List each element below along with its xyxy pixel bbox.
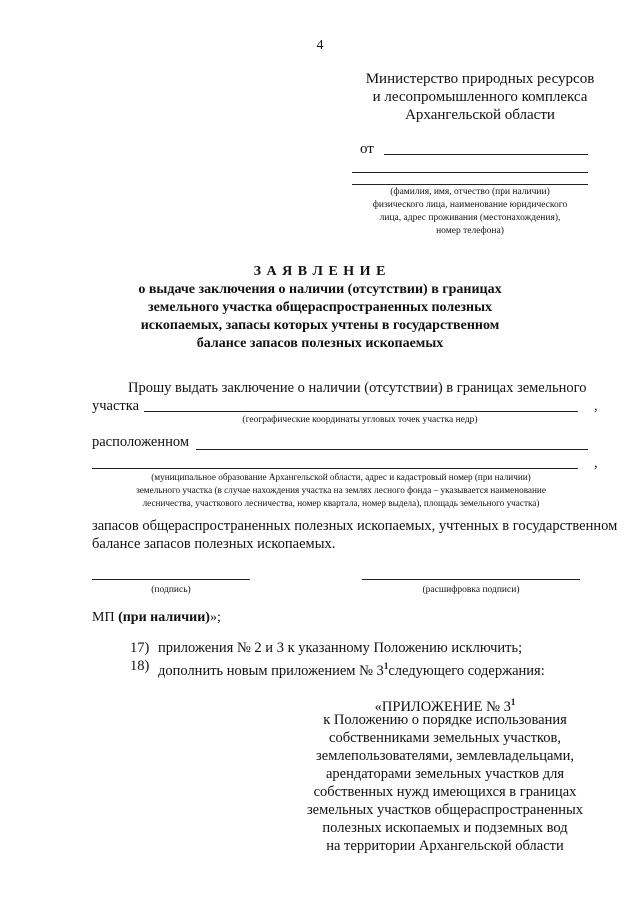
appendix-line-1: к Положению о порядке использования	[323, 712, 567, 728]
plot-comma: ,	[594, 398, 598, 414]
appendix-title-text: «ПРИЛОЖЕНИЕ № 3	[374, 698, 511, 715]
appendix-line-8: на территории Архангельской области	[326, 838, 564, 854]
stamp-prefix: МП	[92, 610, 119, 625]
appendix-line-4: арендаторами земельных участков для	[325, 766, 565, 782]
applicant-note-2: физического лица, наименование юридического	[372, 200, 568, 210]
appendix-line-7: полезных ископаемых и подземных вод	[322, 820, 568, 836]
stamp-suffix: »;	[209, 610, 221, 625]
location-field-1[interactable]	[196, 449, 588, 450]
stamp-condition: (при наличии)	[118, 610, 210, 625]
appendix-line-2: собственниками земельных участков,	[329, 730, 561, 746]
addressee-line-1: Министерство природных ресурсов	[365, 71, 595, 87]
addressee-line-3: Архангельской области	[405, 107, 555, 123]
appendix-line-6: земельных участков общераспространенных	[306, 802, 584, 818]
page-number: 4	[316, 38, 324, 53]
location-note-2: земельного участка (в случае нахождения участка на землях лесного фонда – указывается наименование	[136, 485, 546, 495]
item-17-text: приложения № 2 и 3 к указанному Положению исключить;	[158, 640, 523, 656]
applicant-note-3: лица, адрес проживания (местонахождения),	[379, 213, 561, 223]
item-17-number: 17)	[130, 640, 150, 656]
applicant-fill-line-2[interactable]	[352, 172, 588, 173]
location-field-2[interactable]	[92, 468, 578, 469]
signature-label: (подпись)	[151, 585, 191, 595]
reserves-line-2: балансе запасов полезных ископаемых.	[92, 536, 336, 552]
appendix-line-3: землепользователями, землевладельцами,	[316, 748, 574, 764]
location-note-3: лесничества, участкового лесничества, номер квартала, номер выдела), площадь земельного участка)	[142, 498, 540, 508]
item-18-text-b: следующего содержания:	[388, 662, 545, 679]
title-line-4: балансе запасов полезных ископаемых	[196, 336, 444, 351]
item-18-text	[158, 658, 545, 680]
title-line-2: земельного участка общераспространенных полезных	[147, 300, 493, 315]
appendix-line-5: собственных нужд имеющихся в границах	[313, 784, 577, 800]
item-18-superscript: 1	[383, 661, 389, 671]
appendix-title-superscript: 1	[510, 697, 516, 707]
reserves-line-1: запасов общераспространенных полезных ископаемых, учтенных в государственном	[92, 518, 618, 534]
from-label: от	[360, 141, 374, 157]
signature-decode-label: (расшифровка подписи)	[422, 585, 520, 595]
applicant-note-4: номер телефона)	[436, 226, 504, 236]
applicant-note-1: (фамилия, имя, отчество (при наличии)	[390, 187, 550, 197]
coordinates-note: (географические координаты угловых точек участка недр)	[242, 415, 478, 425]
location-note-1: (муниципальное образование Архангельской области, адрес и кадастровый номер (при наличии)	[151, 472, 531, 482]
addressee-line-2: и лесопромышленного комплекса	[372, 89, 588, 105]
item-18-number: 18)	[130, 658, 150, 674]
item-18-text-a: дополнить новым приложением № 3	[158, 662, 384, 679]
title-line-3: ископаемых, запасы которых учтены в государственном	[140, 318, 500, 333]
request-text: Прошу выдать заключение о наличии (отсутствии) в границах земельного	[128, 380, 587, 396]
plot-coordinates-field[interactable]	[144, 411, 578, 412]
location-comma: ,	[594, 455, 598, 471]
stamp-line	[92, 610, 221, 626]
signature-field[interactable]	[92, 579, 250, 580]
title-word: З А Я В Л Е Н И Е	[253, 264, 387, 279]
title-line-1: о выдаче заключения о наличии (отсутствии) в границах	[138, 282, 502, 297]
applicant-fill-line-3[interactable]	[352, 184, 588, 185]
signature-decode-field[interactable]	[362, 579, 580, 580]
located-label: расположенном	[92, 434, 189, 450]
from-fill-line[interactable]	[384, 154, 588, 155]
plot-label: участка	[92, 398, 140, 414]
